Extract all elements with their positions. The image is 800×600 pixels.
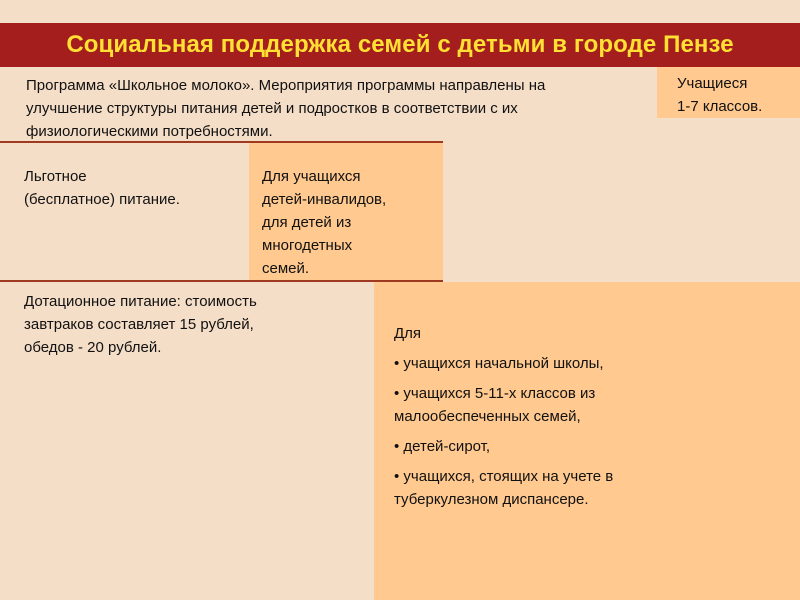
program-description: Программа «Школьное молоко». Мероприятия программы направлены на улучшение структуры питания детей и подростков в соответствии с их физиологическими потребностями. <box>26 77 546 140</box>
free-meals-target-text: Для учащихся детей-инвалидов, для детей из многодетных семей. <box>262 168 387 277</box>
list-item: • детей-сирот, <box>394 438 491 455</box>
list-item: • учащихся, стоящих на учете в туберкулезном диспансере. <box>394 468 614 508</box>
free-meals-label: Льготное (бесплатное) питание. <box>24 168 180 208</box>
subsidized-meals-label: Дотационное питание: стоимость завтраков составляет 15 рублей, обедов - 20 рублей. <box>24 293 257 356</box>
program-target-text: Учащиеся 1-7 классов. <box>677 75 763 115</box>
title-bar <box>0 23 800 67</box>
subsidized-meals-intro: Для <box>394 325 422 342</box>
program-target-box <box>657 67 800 118</box>
list-item: • учащихся 5-11-х классов из малообеспеченных семей, <box>394 385 596 425</box>
subsidized-meals-target-box <box>374 282 800 600</box>
page-title: Социальная поддержка семей с детьми в городе Пензе <box>66 31 734 58</box>
list-item: • учащихся начальной школы, <box>394 355 604 372</box>
free-meals-target-box <box>249 143 443 280</box>
